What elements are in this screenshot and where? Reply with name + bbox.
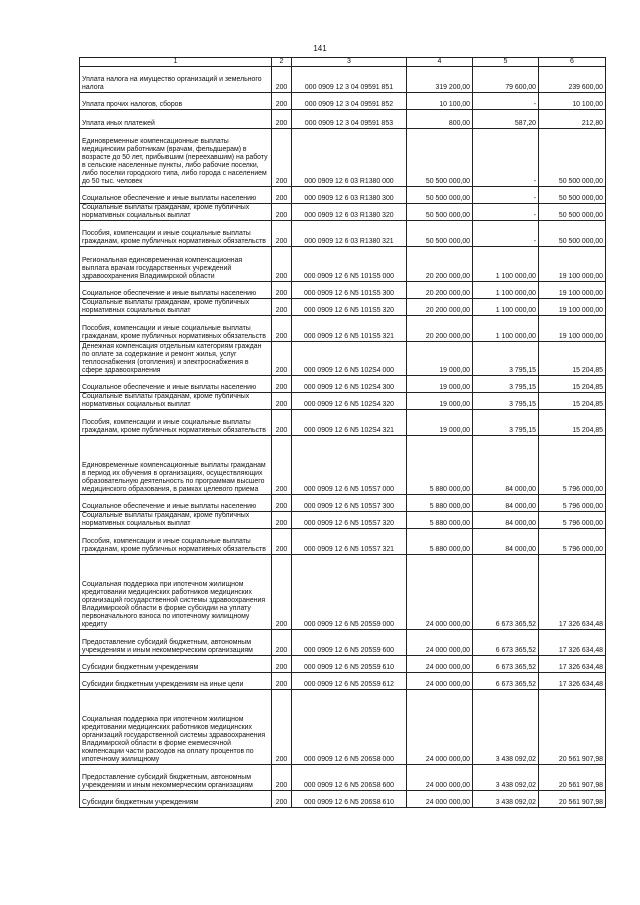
row-code-cell: 200 [272,315,292,341]
row-remainder-cell: 212,80 [539,109,606,128]
row-remainder-cell: 15 204,85 [539,375,606,392]
row-code-cell: 200 [272,689,292,764]
table-body [80,66,606,807]
column-number-row [80,58,606,67]
row-code-cell: 200 [272,764,292,790]
table-row [80,392,606,409]
table-row [80,511,606,528]
row-remainder-cell: 5 796 000,00 [539,435,606,494]
row-name-cell: Уплата налога на имущество организаций и земельного налога [80,66,272,92]
table-row [80,790,606,807]
row-kbk-cell: 000 0909 12 6 N5 105S7 320 [292,511,407,528]
row-code-cell: 200 [272,341,292,375]
row-plan-cell: 24 000 000,00 [407,790,473,807]
row-remainder-cell: 19 100 000,00 [539,246,606,281]
row-remainder-cell: 19 100 000,00 [539,298,606,315]
row-plan-cell: 50 500 000,00 [407,128,473,186]
row-plan-cell: 24 000 000,00 [407,629,473,655]
row-plan-cell: 50 500 000,00 [407,203,473,220]
table-row [80,128,606,186]
row-remainder-cell: 5 796 000,00 [539,511,606,528]
table-row [80,672,606,689]
table-row [80,298,606,315]
row-plan-cell: 24 000 000,00 [407,554,473,629]
row-plan-cell: 10 100,00 [407,92,473,109]
table-row [80,689,606,764]
row-plan-cell: 20 200 000,00 [407,315,473,341]
table-row [80,528,606,554]
row-remainder-cell: 19 100 000,00 [539,315,606,341]
table-row [80,203,606,220]
row-remainder-cell: 19 100 000,00 [539,281,606,298]
table-row [80,554,606,629]
table-row [80,494,606,511]
row-kbk-cell: 000 0909 12 6 N5 105S7 300 [292,494,407,511]
row-executed-cell: - [473,203,539,220]
table-row [80,246,606,281]
row-plan-cell: 5 880 000,00 [407,511,473,528]
row-code-cell: 200 [272,790,292,807]
row-name-cell: Социальное обеспечение и иные выплаты населению [80,375,272,392]
row-executed-cell: 3 438 092,02 [473,689,539,764]
row-executed-cell: 6 673 365,52 [473,672,539,689]
table-row [80,66,606,92]
row-code-cell: 200 [272,672,292,689]
row-code-cell: 200 [272,392,292,409]
row-name-cell: Субсидии бюджетным учреждениям [80,655,272,672]
table-row [80,375,606,392]
column-header: 6 [539,58,606,67]
row-executed-cell: 587,20 [473,109,539,128]
row-kbk-cell: 000 0909 12 6 N5 102S4 000 [292,341,407,375]
row-executed-cell: 3 795,15 [473,375,539,392]
row-executed-cell: - [473,186,539,203]
row-plan-cell: 50 500 000,00 [407,186,473,203]
row-name-cell: Единовременные компенсационные выплаты гражданам в период их обучения в организациях, осуществляющих образовательную деятельность по программам высшего медицинского образования, в рамках целевого приема [80,435,272,494]
row-kbk-cell: 000 0909 12 6 N5 205S9 610 [292,655,407,672]
row-name-cell: Уплата иных платежей [80,109,272,128]
row-plan-cell: 800,00 [407,109,473,128]
row-executed-cell: 3 795,15 [473,341,539,375]
row-name-cell: Субсидии бюджетным учреждениям на иные цели [80,672,272,689]
row-executed-cell: - [473,128,539,186]
row-plan-cell: 5 880 000,00 [407,528,473,554]
table-row [80,629,606,655]
row-remainder-cell: 10 100,00 [539,92,606,109]
row-remainder-cell: 239 600,00 [539,66,606,92]
table-row [80,186,606,203]
row-name-cell: Единовременные компенсационные выплаты медицинским работникам (врачам, фельдшерам) в возрасте до 50 лет, прибывшим (переехавшим) на работу в сельские населенные пункты, либо рабочие поселки, либо поселки городского типа, либо города с населением до 50 тыс. человек [80,128,272,186]
row-name-cell: Социальное обеспечение и иные выплаты населению [80,281,272,298]
column-header: 4 [407,58,473,67]
row-executed-cell: 6 673 365,52 [473,629,539,655]
row-kbk-cell: 000 0909 12 3 04 09591 852 [292,92,407,109]
row-name-cell: Пособия, компенсации и иные социальные выплаты гражданам, кроме публичных нормативных обязательств [80,528,272,554]
row-remainder-cell: 15 204,85 [539,392,606,409]
column-header: 2 [272,58,292,67]
row-name-cell: Пособия, компенсации и иные социальные выплаты гражданам, кроме публичных нормативных обязательств [80,315,272,341]
row-kbk-cell: 000 0909 12 6 03 R1380 320 [292,203,407,220]
row-remainder-cell: 17 326 634,48 [539,655,606,672]
row-code-cell: 200 [272,220,292,246]
row-kbk-cell: 000 0909 12 6 03 R1380 000 [292,128,407,186]
page-number: 141 [313,44,327,53]
row-code-cell: 200 [272,655,292,672]
row-remainder-cell: 17 326 634,48 [539,629,606,655]
table-row [80,220,606,246]
row-code-cell: 200 [272,554,292,629]
row-name-cell: Субсидии бюджетным учреждениям [80,790,272,807]
row-remainder-cell: 50 500 000,00 [539,220,606,246]
row-remainder-cell: 15 204,85 [539,341,606,375]
row-kbk-cell: 000 0909 12 3 04 09591 853 [292,109,407,128]
row-kbk-cell: 000 0909 12 6 N5 101S5 300 [292,281,407,298]
row-code-cell: 200 [272,246,292,281]
row-executed-cell: 1 100 000,00 [473,315,539,341]
row-plan-cell: 20 200 000,00 [407,281,473,298]
row-kbk-cell: 000 0909 12 6 N5 206S8 610 [292,790,407,807]
row-code-cell: 200 [272,186,292,203]
row-executed-cell: 3 438 092,02 [473,764,539,790]
row-plan-cell: 20 200 000,00 [407,298,473,315]
row-code-cell: 200 [272,298,292,315]
column-header: 1 [80,58,272,67]
row-name-cell: Денежная компенсация отдельным категориям граждан по оплате за содержание и ремонт жилья, услуг теплоснабжения (отопления) и электроснабжения в сфере здравоохранения [80,341,272,375]
row-remainder-cell: 17 326 634,48 [539,672,606,689]
column-header: 5 [473,58,539,67]
row-executed-cell: 79 600,00 [473,66,539,92]
row-kbk-cell: 000 0909 12 6 N5 101S5 320 [292,298,407,315]
row-remainder-cell: 20 561 907,98 [539,790,606,807]
row-plan-cell: 20 200 000,00 [407,246,473,281]
row-name-cell: Пособия, компенсации и иные социальные выплаты гражданам, кроме публичных нормативных обязательств [80,409,272,435]
row-executed-cell: - [473,92,539,109]
row-code-cell: 200 [272,409,292,435]
budget-table [79,57,606,808]
row-name-cell: Уплата прочих налогов, сборов [80,92,272,109]
row-kbk-cell: 000 0909 12 6 N5 205S9 600 [292,629,407,655]
row-name-cell: Предоставление субсидий бюджетным, автономным учреждениям и иным некоммерческим организациям [80,629,272,655]
row-kbk-cell: 000 0909 12 6 N5 105S7 321 [292,528,407,554]
table-row [80,92,606,109]
row-code-cell: 200 [272,435,292,494]
row-kbk-cell: 000 0909 12 6 N5 102S4 320 [292,392,407,409]
row-executed-cell: 6 673 365,52 [473,655,539,672]
row-code-cell: 200 [272,511,292,528]
row-remainder-cell: 50 500 000,00 [539,203,606,220]
row-executed-cell: 6 673 365,52 [473,554,539,629]
row-kbk-cell: 000 0909 12 6 N5 206S8 600 [292,764,407,790]
row-name-cell: Социальные выплаты гражданам, кроме публичных нормативных социальных выплат [80,298,272,315]
row-kbk-cell: 000 0909 12 6 N5 102S4 321 [292,409,407,435]
row-plan-cell: 5 880 000,00 [407,494,473,511]
row-executed-cell: 1 100 000,00 [473,281,539,298]
row-kbk-cell: 000 0909 12 6 N5 101S5 321 [292,315,407,341]
row-remainder-cell: 15 204,85 [539,409,606,435]
row-plan-cell: 319 200,00 [407,66,473,92]
row-kbk-cell: 000 0909 12 6 N5 105S7 000 [292,435,407,494]
row-name-cell: Социальное обеспечение и иные выплаты населению [80,494,272,511]
row-plan-cell: 24 000 000,00 [407,655,473,672]
row-executed-cell: 3 795,15 [473,392,539,409]
row-plan-cell: 19 000,00 [407,409,473,435]
table-row [80,109,606,128]
row-name-cell: Социальное обеспечение и иные выплаты населению [80,186,272,203]
row-code-cell: 200 [272,281,292,298]
row-code-cell: 200 [272,494,292,511]
row-executed-cell: 3 795,15 [473,409,539,435]
row-name-cell: Пособия, компенсации и иные социальные выплаты гражданам, кроме публичных нормативных обязательств [80,220,272,246]
row-code-cell: 200 [272,375,292,392]
row-name-cell: Социальная поддержка при ипотечном жилищном кредитовании медицинских работников медицинских организаций государственной системы здравоохранения Владимирской области в форме субсидии на уплату первоначального взноса по ипотечному жилищному кредиту [80,554,272,629]
row-plan-cell: 5 880 000,00 [407,435,473,494]
row-kbk-cell: 000 0909 12 6 N5 205S9 612 [292,672,407,689]
row-remainder-cell: 20 561 907,98 [539,764,606,790]
row-name-cell: Социальные выплаты гражданам, кроме публичных нормативных социальных выплат [80,203,272,220]
row-plan-cell: 19 000,00 [407,341,473,375]
row-plan-cell: 19 000,00 [407,375,473,392]
row-kbk-cell: 000 0909 12 6 N5 101S5 000 [292,246,407,281]
table-row [80,409,606,435]
table-row [80,655,606,672]
row-executed-cell: 84 000,00 [473,528,539,554]
row-kbk-cell: 000 0909 12 6 03 R1380 300 [292,186,407,203]
faint-stamp [258,14,378,24]
row-plan-cell: 24 000 000,00 [407,689,473,764]
row-name-cell: Социальные выплаты гражданам, кроме публичных нормативных социальных выплат [80,511,272,528]
row-executed-cell: 3 438 092,02 [473,790,539,807]
row-plan-cell: 24 000 000,00 [407,764,473,790]
row-executed-cell: 84 000,00 [473,494,539,511]
row-plan-cell: 24 000 000,00 [407,672,473,689]
row-remainder-cell: 17 326 634,48 [539,554,606,629]
row-name-cell: Региональная единовременная компенсационная выплата врачам государственных учреждений здравоохранения Владимирской области [80,246,272,281]
row-executed-cell: 1 100 000,00 [473,298,539,315]
row-plan-cell: 50 500 000,00 [407,220,473,246]
row-kbk-cell: 000 0909 12 6 N5 206S8 000 [292,689,407,764]
row-code-cell: 200 [272,203,292,220]
row-remainder-cell: 5 796 000,00 [539,494,606,511]
row-code-cell: 200 [272,128,292,186]
table-row [80,315,606,341]
row-code-cell: 200 [272,92,292,109]
row-code-cell: 200 [272,629,292,655]
column-header: 3 [292,58,407,67]
table-row [80,764,606,790]
row-name-cell: Предоставление субсидий бюджетным, автономным учреждениям и иным некоммерческим организациям [80,764,272,790]
row-remainder-cell: 50 500 000,00 [539,186,606,203]
row-code-cell: 200 [272,109,292,128]
row-executed-cell: 1 100 000,00 [473,246,539,281]
row-kbk-cell: 000 0909 12 6 N5 102S4 300 [292,375,407,392]
row-remainder-cell: 20 561 907,98 [539,689,606,764]
table-row [80,281,606,298]
row-code-cell: 200 [272,66,292,92]
table-row [80,341,606,375]
row-remainder-cell: 50 500 000,00 [539,128,606,186]
row-remainder-cell: 5 796 000,00 [539,528,606,554]
row-executed-cell: - [473,220,539,246]
row-executed-cell: 84 000,00 [473,511,539,528]
row-executed-cell: 84 000,00 [473,435,539,494]
row-kbk-cell: 000 0909 12 6 N5 205S9 000 [292,554,407,629]
row-kbk-cell: 000 0909 12 6 03 R1380 321 [292,220,407,246]
row-name-cell: Социальная поддержка при ипотечном жилищном кредитовании медицинских работников медицинских организаций государственной системы здравоохранения Владимирской области в форме ежемесячной компенсации части расходов на оплату процентов по ипотечному жилищному [80,689,272,764]
table-row [80,435,606,494]
row-plan-cell: 19 000,00 [407,392,473,409]
row-code-cell: 200 [272,528,292,554]
row-kbk-cell: 000 0909 12 3 04 09591 851 [292,66,407,92]
row-name-cell: Социальные выплаты гражданам, кроме публичных нормативных социальных выплат [80,392,272,409]
